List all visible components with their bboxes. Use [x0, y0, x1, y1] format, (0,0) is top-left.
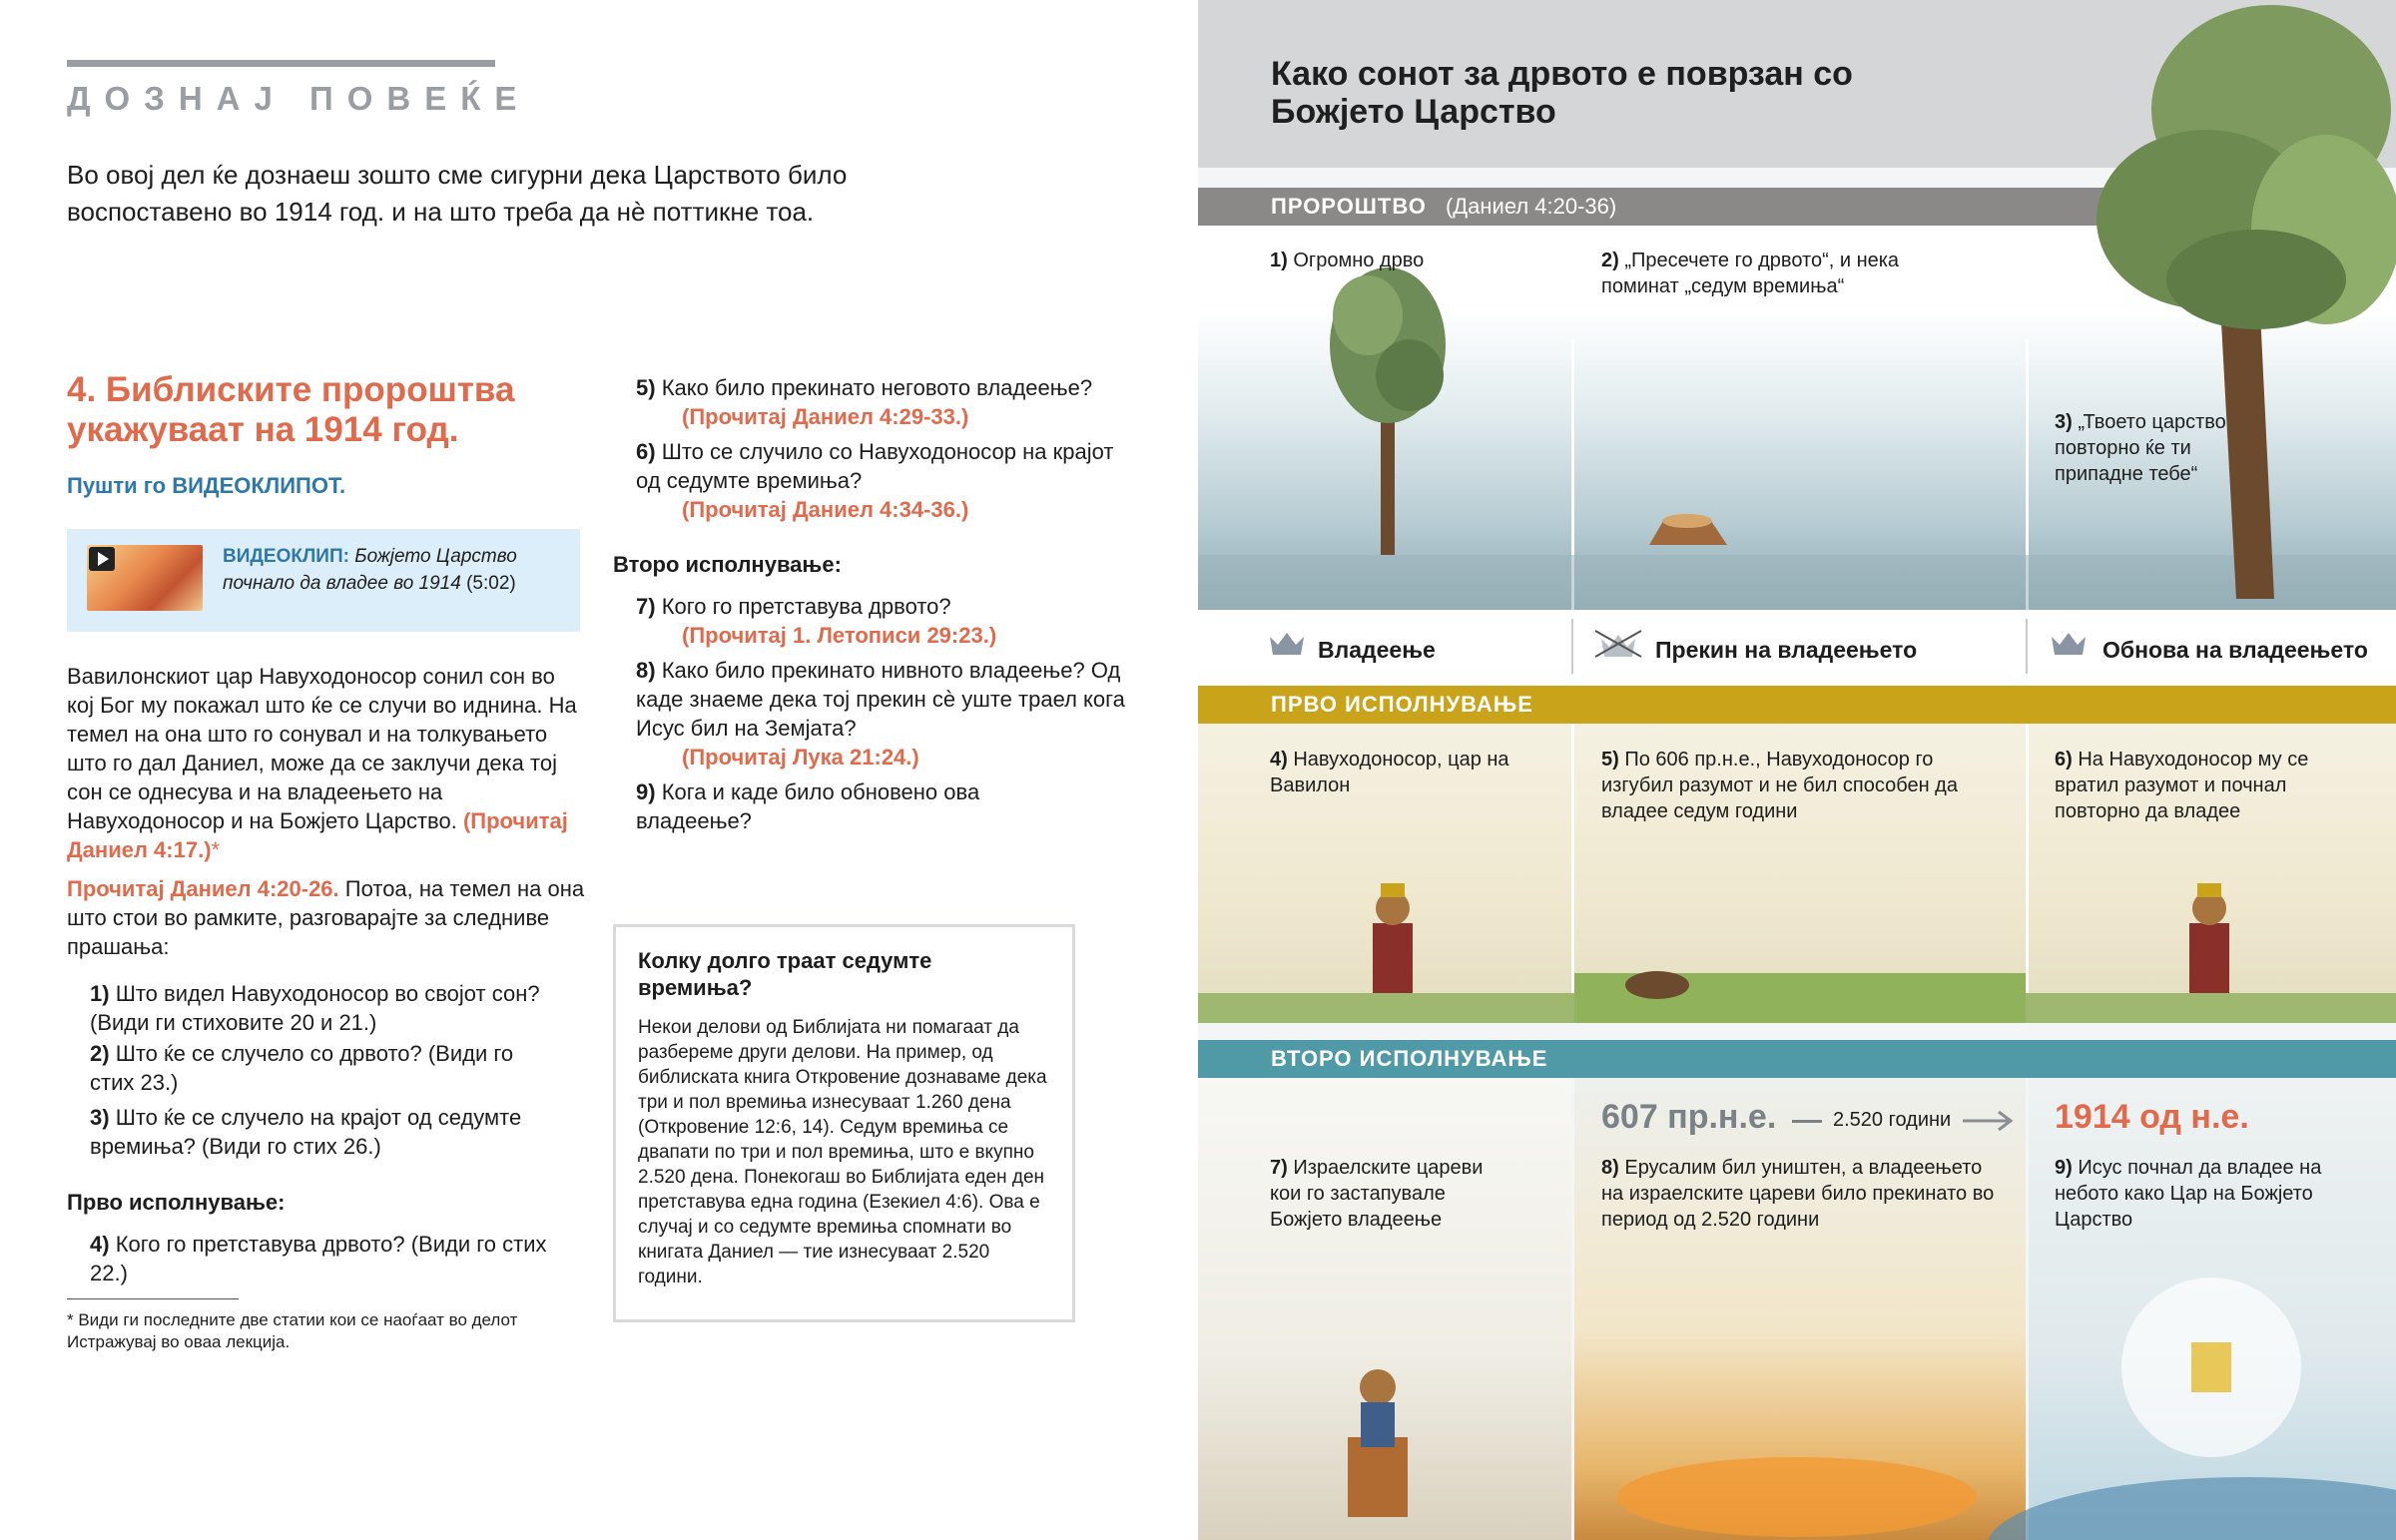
- prophecy-item-2: [1601, 248, 1931, 299]
- scripture-ref[interactable]: Прочитај Даниел 4:20-26.: [67, 876, 339, 901]
- band-prophecy: [1198, 188, 2196, 226]
- man-in-grass-figure: [1625, 971, 1689, 999]
- subheading-first-fulfillment: Прво исполнување:: [67, 1190, 286, 1215]
- question-text: Што се случило со Навуходоносор на крајот од седумте времиња?: [636, 439, 1114, 493]
- second-item-8: [1601, 1155, 2001, 1233]
- question-4: [90, 1230, 559, 1287]
- large-tree-illustration: [2096, 0, 2396, 610]
- item-text: Огромно дрво: [1293, 250, 1425, 271]
- infographic: [1198, 0, 2396, 1540]
- label-interruption: Прекин на владеењето: [1655, 637, 1918, 663]
- question-number: 4): [90, 1232, 110, 1257]
- item-text: „Твоето царство повторно ќе ти припадне тебе“: [2055, 411, 2226, 485]
- question-number: 8): [636, 658, 656, 683]
- second-fulfillment-illustrations: [1198, 1078, 2396, 1540]
- crown-icon: [2050, 631, 2088, 657]
- question-number: 5): [636, 375, 656, 400]
- video-card[interactable]: [67, 529, 580, 632]
- first-item-6: [2055, 747, 2344, 824]
- item-text: По 606 пр.н.е., Навуходоносор го изгубил разумот и не бил способен да владее седум години: [1601, 749, 1958, 822]
- second-item-7: [1270, 1155, 1519, 1233]
- body-paragraph-2: [67, 874, 586, 961]
- item-number: 2): [1601, 250, 1619, 271]
- question-text: Што видел Навуходоносор во својот сон? (Види ги стиховите 20 и 21.): [90, 981, 540, 1035]
- question-5: [636, 373, 1125, 431]
- box-title: Колку долго траат седумте времиња?: [638, 948, 932, 1000]
- item-text: „Пресечете го дрвото“, и нека поминат „седум времиња“: [1601, 250, 1900, 297]
- footnote: * Види ги последните две статии кои се наоѓаат во делот Истражувај во оваа лекција.: [67, 1310, 518, 1351]
- infographic-title: Како сонот за дрвото е поврзан со Божјето Царство: [1271, 55, 1853, 131]
- first-item-4: [1270, 747, 1539, 798]
- question-text: Како било прекинато нивното владеење? Од каде знаеме дека тој прекин сѐ уште траел кога Исус бил на Земјата?: [636, 658, 1125, 741]
- divider: [2026, 619, 2028, 674]
- throne-icon: [2191, 1342, 2231, 1392]
- duration-label: 2.520 години: [1833, 1109, 1952, 1131]
- band-first-fulfillment: ПРВО ИСПОЛНУВАЊЕ: [1198, 686, 2396, 724]
- video-caption: [223, 543, 562, 597]
- question-8: [636, 656, 1125, 771]
- question-number: 6): [636, 439, 656, 464]
- question-text: Кога и каде било обновено ова владеење?: [636, 779, 980, 833]
- body1-text: Вавилонскиот цар Навуходоносор сонил сон во кој Бог му покажал што ќе се случи во иднина. На темел на она што го сонувал и на толкувањето што го дал Даниел, може да се заклучи дека тој сон се однесува и на владеењето на Навуходоносор и на Божјето Царство.: [67, 664, 577, 833]
- crown-icon: [1268, 631, 1306, 657]
- box-text: Некои делови од Библијата ни помагаат да разбереме други делови. На пример, од библиската книга Откровение дознаваме дека три и пол времиња изнесуваат 1.260 дена (Откровение 12:6, 14). Седум времиња се двапати по три и пол времиња, што е вкупно 2.520 дена. Понекогаш во Библијата еден ден претставува една година (Езекиел 4:6). Ова е случај и со седумте времиња спомнати во книгата Даниел — тие изнесуваат 2.520 години.: [638, 1017, 1047, 1287]
- question-text: Кого го претставува дрвото? (Види го стих 22.): [90, 1232, 547, 1285]
- item-number: 5): [1601, 749, 1619, 770]
- first-item-5: [1601, 747, 2001, 824]
- header-rule: [67, 60, 495, 67]
- item-text: На Навуходоносор му се вратил разумот и почнал повторно да владее: [2055, 749, 2309, 822]
- question-3: [90, 1103, 559, 1161]
- scripture-ref[interactable]: (Прочитај Лука 21:24.): [682, 745, 919, 770]
- king-figure: [1373, 923, 1413, 993]
- question-number: 2): [90, 1041, 110, 1066]
- item-text: Израелските цареви кои го застапувале Божјето владеење: [1270, 1157, 1484, 1231]
- question-9: [636, 777, 1065, 835]
- video-title: Божјето Царство почнало да владее во 1914: [223, 546, 517, 594]
- king-figure: [2189, 923, 2229, 993]
- body2-text: Потоа, на темел на она што стои во рамките, разговарајте за следниве прашања:: [67, 876, 585, 959]
- question-text: Кого го претставува дрвото?: [661, 594, 951, 619]
- question-2: [90, 1039, 559, 1097]
- question-text: Што ќе се случело на крајот од седумте времиња? (Види го стих 26.): [90, 1105, 522, 1159]
- scripture-ref[interactable]: (Прочитај Даниел 4:29-33.): [682, 404, 969, 429]
- video-label: ВИДЕОКЛИП:: [223, 546, 349, 567]
- item-number: 4): [1270, 749, 1288, 770]
- divider: [1571, 619, 1573, 674]
- second-item-9: [2055, 1155, 2344, 1233]
- item-number: 9): [2055, 1157, 2073, 1179]
- item-number: 1): [1270, 250, 1288, 271]
- footnote-marker[interactable]: *: [211, 837, 221, 862]
- item-number: 7): [1270, 1157, 1288, 1179]
- question-number: 1): [90, 981, 110, 1006]
- page-header: ДОЗНАЈ ПОВЕЌЕ: [67, 80, 531, 117]
- item-text: Навуходоносор, цар на Вавилон: [1270, 749, 1509, 796]
- section-title: 4. Библиските пророштва укажуваат на 1914 год.: [67, 370, 515, 449]
- play-icon[interactable]: [89, 547, 115, 571]
- subheading-second-fulfillment: Второ исполнување:: [613, 552, 842, 577]
- question-text: Што ќе се случело со дрвото? (Види го стих 23.): [90, 1041, 514, 1095]
- question-7: [636, 592, 1125, 650]
- prophecy-item-3: [2055, 409, 2254, 487]
- year-end: 1914 од н.е.: [2055, 1098, 2249, 1136]
- question-1: [90, 979, 559, 1037]
- sidebar-box: [613, 924, 1075, 1322]
- item-number: 8): [1601, 1157, 1619, 1179]
- year-start: 607 пр.н.е.: [1601, 1098, 1777, 1136]
- band-second-fulfillment: ВТОРО ИСПОЛНУВАЊЕ: [1198, 1040, 2396, 1078]
- band-prophecy-ref: (Даниел 4:20-36): [1445, 194, 1617, 219]
- seated-king-figure: [1348, 1437, 1408, 1517]
- item-number: 6): [2055, 749, 2073, 770]
- label-rule: Владеење: [1318, 637, 1436, 663]
- scripture-ref[interactable]: (Прочитај Даниел 4:17.): [67, 808, 568, 862]
- item-text: Ерусалим бил уништен, а владеењето на израелските цареви било прекинато во период од 2.520 години: [1601, 1157, 1995, 1231]
- footnote-rule: [67, 1298, 239, 1299]
- fire-illustration: [1617, 1457, 1977, 1537]
- scripture-ref[interactable]: (Прочитај 1. Летописи 29:23.): [682, 623, 997, 648]
- question-text: Како било прекинато неговото владеење?: [661, 375, 1093, 400]
- item-text: Исус почнал да владее на небото како Цар на Божјето Царство: [2055, 1157, 2322, 1231]
- timeline-line: [1792, 1120, 1822, 1123]
- scripture-ref[interactable]: (Прочитај Даниел 4:34-36.): [682, 497, 969, 522]
- video-thumbnail[interactable]: [87, 545, 203, 611]
- arrow-right-icon: [1963, 1110, 2015, 1132]
- play-video-link[interactable]: Пушти го ВИДЕОКЛИПОТ.: [67, 473, 346, 498]
- item-number: 3): [2055, 411, 2073, 433]
- question-number: 9): [636, 779, 656, 804]
- body-paragraph-1: [67, 662, 586, 864]
- intro-text: Во овој дел ќе дознаеш зошто сме сигурни дека Царството било воспоставено во 1914 год. и на што треба да нѐ поттикне тоа.: [67, 160, 848, 227]
- band-prophecy-label: ПРОРОШТВО: [1271, 194, 1427, 219]
- label-restoration: Обнова на владеењето: [2102, 637, 2368, 663]
- crossed-crown-icon: [1593, 629, 1643, 659]
- question-6: [636, 437, 1125, 524]
- prophecy-item-1: [1270, 248, 1549, 273]
- question-number: 7): [636, 594, 656, 619]
- video-duration: (5:02): [466, 573, 516, 594]
- question-number: 3): [90, 1105, 110, 1130]
